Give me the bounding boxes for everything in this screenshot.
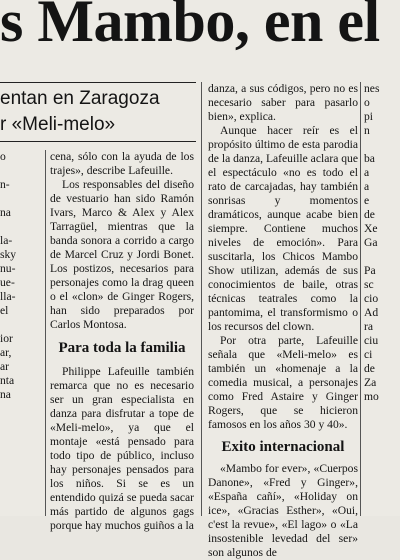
subheading-familia: Para toda la familia	[58, 340, 186, 356]
col1-line	[0, 318, 40, 332]
col4-line: ra	[364, 320, 374, 333]
col4-line: a	[364, 180, 370, 193]
paragraph: Por otra parte, Lafeuille señala que «Meli-melo» es también un «homenaje a la comedia musical, a personajes como Fred Astaire y Ginger Rogers, que se hicieron famosos en los años 30 y 40».	[208, 334, 358, 431]
col1-line: o	[0, 150, 6, 163]
col1-line	[0, 220, 40, 234]
col4-line: Ga	[364, 236, 378, 249]
col4-line: n	[364, 124, 370, 137]
col4-line: sc	[364, 278, 374, 291]
col4-line	[364, 138, 400, 152]
col4-line: de	[364, 362, 375, 375]
column-divider	[201, 82, 202, 516]
col1-line: na	[0, 388, 11, 401]
col1-line: nta	[0, 374, 15, 387]
col4-line: nes	[364, 82, 380, 95]
column-3	[208, 82, 358, 560]
subheading-exito: Exito internacional	[221, 439, 345, 455]
col4-line: ba	[364, 152, 375, 165]
col1-line: nu-	[0, 262, 16, 275]
headline: s Mambo, en el	[0, 0, 380, 54]
paragraph: Aunque hacer reír es el propósito último de esta parodia de la danza, Lafeuille aclara que el espectáculo «no es todo el rato de carcajadas, hay también sonrisas y momentos dramáticos, aunque acabe bien siempre. Contiene muchos niveles de emoción». Para suscitarla, los Chicos Mambo Show utilizan, además de sus conocimientos de baile, otras técnicas teatrales como la pantomima, el transformismo o los recursos del clown.	[208, 124, 358, 333]
col4-line: Xe	[364, 222, 378, 235]
paragraph: «Mambo for ever», «Cuerpos Danone», «Fred y Ginger», «España cañí», «Holiday on ice», «Gracias Esther», «Oui, c'est la revue», «El lago» o «La insostenible levedad del ser» son algunos de	[208, 462, 358, 559]
col1-line: la-	[0, 234, 13, 247]
col4-line: de	[364, 208, 375, 221]
column-1-fragments	[0, 150, 40, 402]
col1-line: el	[0, 304, 9, 317]
col4-line: ciu	[364, 334, 379, 347]
column-divider	[360, 82, 361, 516]
col4-line: Pa	[364, 264, 376, 277]
col4-line	[364, 250, 400, 264]
col4-line: cio	[364, 292, 379, 305]
column-2	[50, 150, 194, 533]
paragraph: danza, a sus códigos, pero no es necesario saber para pasarlo bien», explica.	[208, 82, 358, 123]
paragraph: Philippe Lafeuille también remarca que no es necesario ser un gran especialista en danza para disfrutar a tope de «Meli-melo», ya que el montaje «está pensado para todo tipo de público, incluso hay personajes pensados para los niños. Si se es un entendido quizá se pueda sacar más partido de algunos gags porque hay muchos guiños a la	[50, 365, 194, 532]
col1-line: na	[0, 206, 11, 219]
col4-line: mo	[364, 390, 379, 403]
col4-line: pi	[364, 110, 374, 123]
col1-line: ar,	[0, 346, 12, 359]
col1-line: lla-	[0, 290, 16, 303]
deck-line-1: entan en Zaragoza	[0, 88, 160, 109]
col4-line: Ad	[364, 306, 379, 319]
deck-line-2: r «Meli-melo»	[0, 114, 116, 135]
col1-line: sky	[0, 248, 17, 261]
col4-line: e	[364, 194, 370, 207]
column-4-fragments	[364, 82, 400, 404]
deck-bottom-rule	[0, 141, 196, 142]
col1-line	[0, 192, 40, 206]
col4-line: a	[364, 166, 370, 179]
column-divider	[45, 150, 46, 516]
paragraph: cena, sólo con la ayuda de los trajes», describe Lafeuille.	[50, 150, 194, 177]
col1-line: ar	[0, 360, 10, 373]
col4-line: ci	[364, 348, 373, 361]
col4-line: Za	[364, 376, 377, 389]
col4-line: o	[364, 96, 370, 109]
col1-line	[0, 164, 40, 178]
col1-line: ue-	[0, 276, 15, 289]
col1-line: n-	[0, 178, 10, 191]
deck-top-rule	[0, 82, 196, 83]
col1-line: ior	[0, 332, 13, 345]
paragraph: Los responsables del diseño de vestuario han sido Ramón Ivars, Marco & Alex y Alex Tarragüel, mientras que la banda sonora a corrido a cargo de Marcel Cruz y Jordi Bonet. Los postizos, necesarios para personajes como la drag queen o el «clon» de Ginger Rogers, han sido preparados por Carlos Montosa.	[50, 178, 194, 331]
